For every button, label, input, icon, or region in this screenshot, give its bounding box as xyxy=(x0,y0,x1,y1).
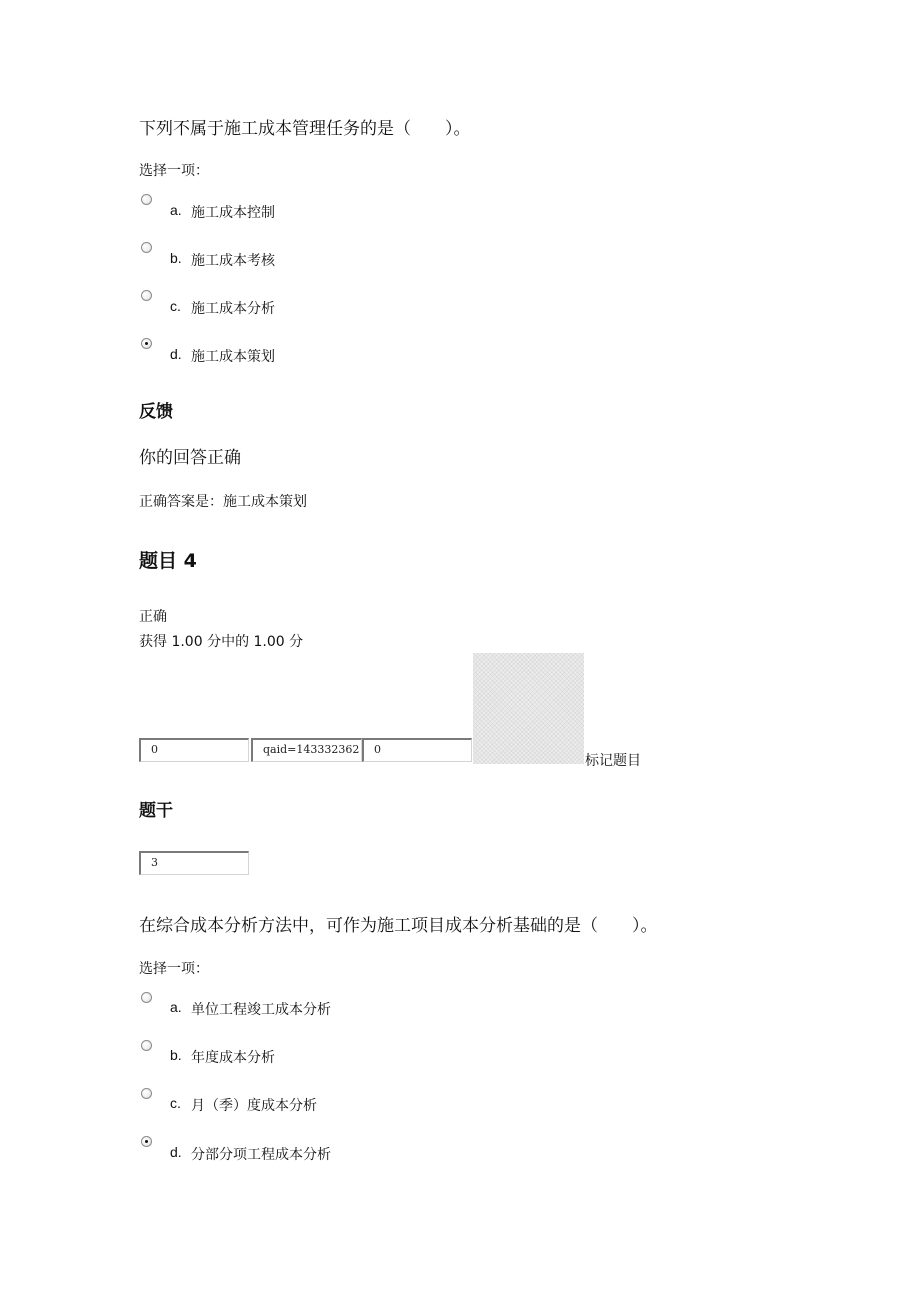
q3-option-d-label[interactable]: 施工成本策划 xyxy=(191,349,275,365)
flag-image[interactable] xyxy=(473,653,584,764)
feedback-result: 你的回答正确 xyxy=(139,448,241,468)
q4-option-a-letter: a. xyxy=(170,999,182,1015)
q3-option-a-radio[interactable] xyxy=(141,194,152,205)
q4-option-d-letter: d. xyxy=(170,1144,182,1160)
q4-option-c-radio[interactable] xyxy=(141,1088,152,1099)
hidden-field-flagged[interactable]: 0 xyxy=(362,738,472,762)
question-4-grade: 获得 1.00 分中的 1.00 分 xyxy=(139,634,304,650)
question-4-stem: 在综合成本分析方法中，可作为施工项目成本分析基础的是（ ）。 xyxy=(139,916,658,936)
q4-option-b-letter: b. xyxy=(170,1047,182,1063)
flag-question-label[interactable]: 标记题目 xyxy=(585,753,641,769)
q3-option-a-letter: a. xyxy=(170,202,182,218)
q3-option-c-radio[interactable] xyxy=(141,290,152,301)
q4-option-c-letter: c. xyxy=(170,1095,181,1111)
q3-option-a-label[interactable]: 施工成本控制 xyxy=(191,205,275,221)
q3-option-b-radio[interactable] xyxy=(141,242,152,253)
q3-option-c-label[interactable]: 施工成本分析 xyxy=(191,301,275,317)
q3-option-d-letter: d. xyxy=(170,346,182,362)
q4-option-d-label[interactable]: 分部分项工程成本分析 xyxy=(191,1147,331,1163)
correct-answer: 正确答案是：施工成本策划 xyxy=(139,494,307,510)
question-4-state: 正确 xyxy=(139,609,167,625)
question-number-field[interactable]: 3 xyxy=(139,851,249,875)
question-4-title: 题目 4 xyxy=(139,550,197,572)
feedback-heading: 反馈 xyxy=(139,402,173,422)
question-3-stem: 下列不属于施工成本管理任务的是（ ）。 xyxy=(139,119,471,139)
hidden-field-sequence[interactable]: 0 xyxy=(139,738,249,762)
question-stem-heading: 题干 xyxy=(139,801,173,821)
q4-option-b-label[interactable]: 年度成本分析 xyxy=(191,1050,275,1066)
question-3-select-prompt: 选择一项： xyxy=(139,163,209,179)
q3-option-b-label[interactable]: 施工成本考核 xyxy=(191,253,275,269)
hidden-field-qaid[interactable]: qaid=143332362 xyxy=(251,738,362,762)
q4-option-a-label[interactable]: 单位工程竣工成本分析 xyxy=(191,1002,331,1018)
q3-option-d-radio[interactable] xyxy=(141,338,152,349)
q3-option-c-letter: c. xyxy=(170,298,181,314)
q3-option-b-letter: b. xyxy=(170,250,182,266)
question-4-select-prompt: 选择一项： xyxy=(139,961,209,977)
q4-option-d-radio[interactable] xyxy=(141,1136,152,1147)
q4-option-a-radio[interactable] xyxy=(141,992,152,1003)
q4-option-b-radio[interactable] xyxy=(141,1040,152,1051)
q4-option-c-label[interactable]: 月（季）度成本分析 xyxy=(191,1098,317,1114)
